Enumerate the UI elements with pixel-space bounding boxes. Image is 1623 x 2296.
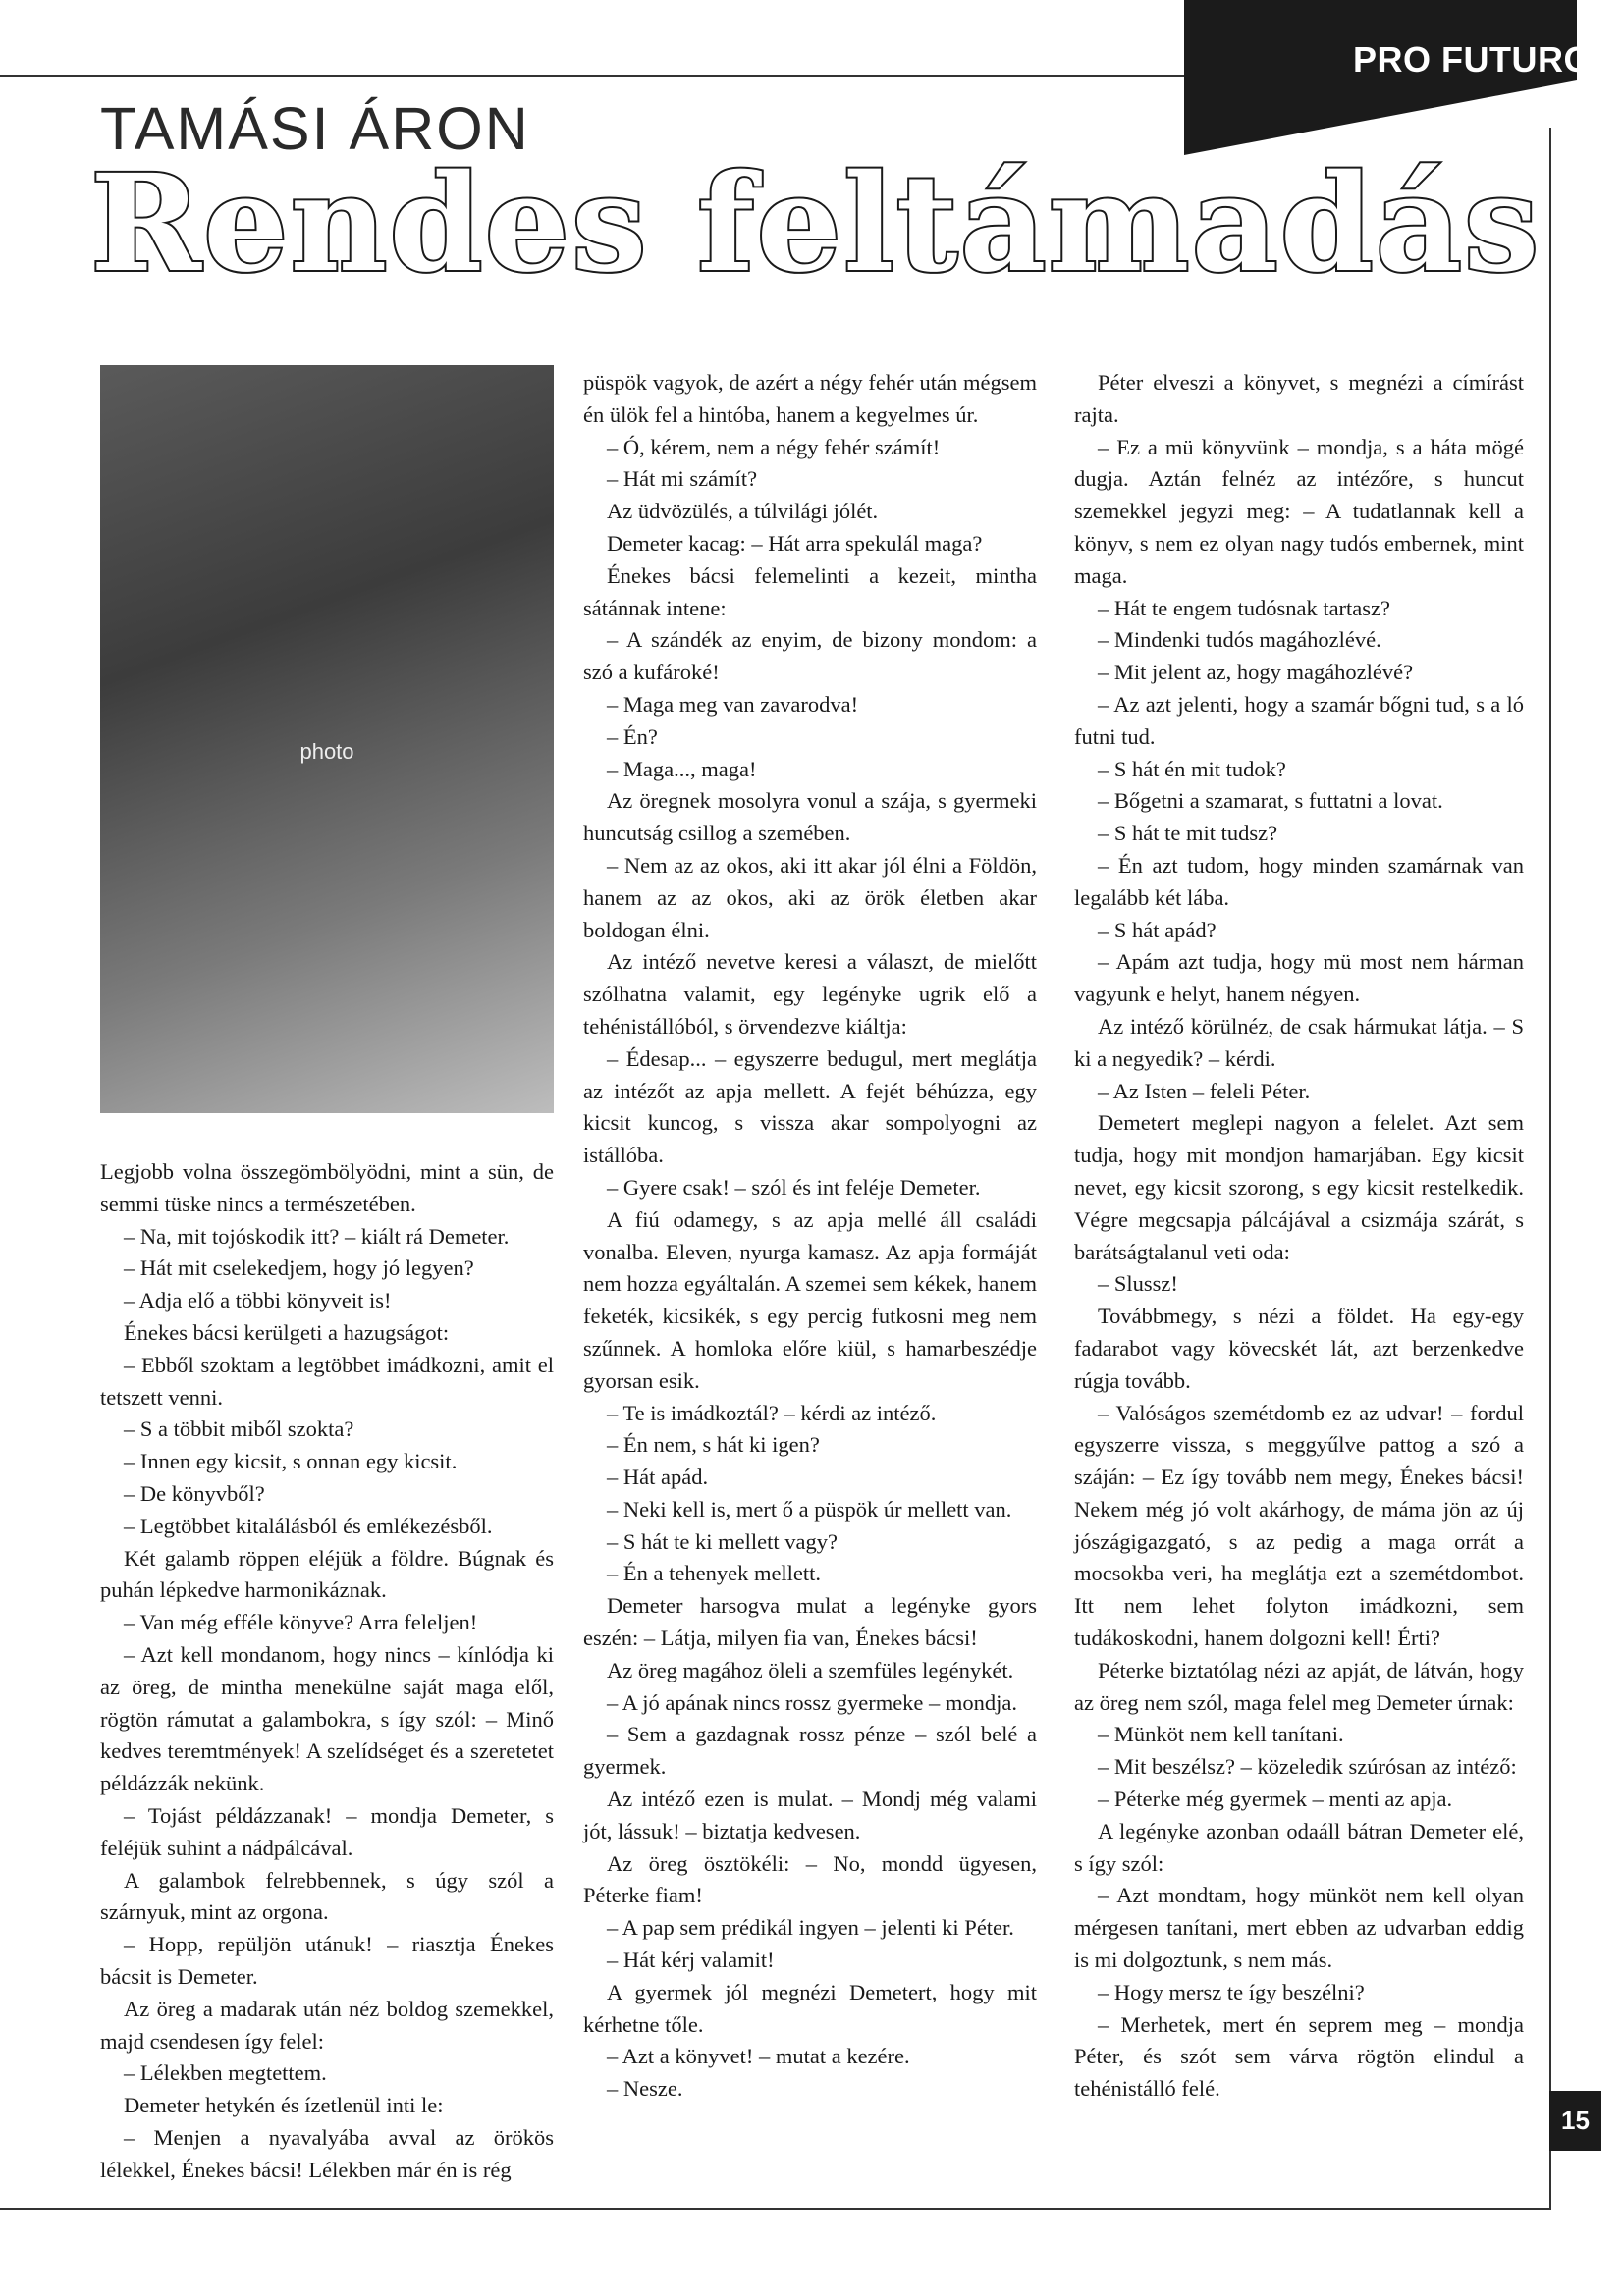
section-label: PRO FUTURO <box>1353 39 1592 80</box>
paragraph: – Édesap... – egyszerre bedugul, mert meglátja az intézőt az apja mellett. A fejét béhúzza, egy kicsit kuncog, s vissza akar sompolyogni az istállóba. <box>583 1045 1037 1168</box>
paragraph: Péter elveszi a könyvet, s megnézi a címírást rajta. <box>1074 370 1524 427</box>
paragraph: – Nem az az okos, aki itt akar jól élni a Földön, hanem az az okos, aki az örök életben akar boldogan élni. <box>583 852 1037 942</box>
paragraph: – Hogy mersz te így beszélni? <box>1098 1979 1365 2004</box>
paragraph: Legjobb volna összegömbölyödni, mint a sün, de semmi tüske nincs a természetében. <box>100 1159 554 1216</box>
paragraph: – Hát kérj valamit! <box>607 1948 775 1973</box>
paragraph: Az üdvözülés, a túlvilági jólét. <box>607 499 879 524</box>
paragraph: – Gyere csak! – szól és int feléje Demeter. <box>607 1174 981 1200</box>
paragraph: Énekes bácsi felemelinti a kezeit, mintha sátánnak intene: <box>583 562 1037 620</box>
paragraph: – S hát te mit tudsz? <box>1098 821 1278 846</box>
paragraph: – Maga..., maga! <box>607 756 757 781</box>
paragraph: – Mindenki tudós magáhozlévé. <box>1098 627 1381 653</box>
paragraph: – Slussz! <box>1098 1271 1178 1297</box>
paragraph: – Te is imádkoztál? – kérdi az intéző. <box>607 1400 937 1425</box>
paragraph: – Valóságos szemétdomb ez az udvar! – fordul egyszerre vissza, s meggyűlve pattog a szó a száján: – Ez így tovább nem megy, Énekes bácsi! Nekem még jó volt akárhogy, de máma jön az új jószágigazgató, s az pedig a maga orrát a mocsokba veri, ha meglátja ezt a szemétdombot. Itt nem lehet folyton imádkozni, sem tudákoskodni, hanem dolgozni kell! Érti? <box>1074 1400 1524 1651</box>
paragraph: – Hát mit cselekedjem, hogy jó legyen? <box>124 1255 474 1281</box>
paragraph: – Bőgetni a szamarat, s futtatni a lovat. <box>1098 788 1443 814</box>
paragraph: Énekes bácsi kerülgeti a hazugságot: <box>124 1319 450 1345</box>
paragraph: – Ebből szoktam a legtöbbet imádkozni, amit el tetszett venni. <box>100 1352 554 1410</box>
page-number: 15 <box>1549 2091 1601 2151</box>
author-name: TAMÁSI ÁRON <box>100 95 530 162</box>
paragraph: – S hát te ki mellett vagy? <box>607 1528 838 1554</box>
paragraph: – Maga meg van zavarodva! <box>607 691 859 717</box>
paragraph: – Sem a gazdagnak rossz pénze – szól belé a gyermek. <box>583 1722 1037 1780</box>
paragraph: – Én nem, s hát ki igen? <box>607 1432 820 1458</box>
paragraph: A legényke azonban odaáll bátran Demeter elé, s így szól: <box>1074 1818 1524 1876</box>
paragraph: – Lélekben megtettem. <box>124 2060 327 2086</box>
paragraph: Az intéző ezen is mulat. – Mondj még valami jót, lássuk! – biztatja kedvesen. <box>583 1787 1037 1843</box>
paragraph: Továbbmegy, s nézi a földet. Ha egy-egy fadarabot vagy kövecskét lát, azt berzenkedve rúgja tovább. <box>1074 1304 1524 1393</box>
paragraph: – Münköt nem kell tanítani. <box>1098 1722 1344 1747</box>
paragraph: – Ez a mü könyvünk – mondja, s a háta mögé dugja. Aztán felnéz az intézőre, s huncut szemekkel jegyzi meg: – A tudatlannak kell a könyv, s nem ez olyan nagy tudós embernek, mint maga. <box>1074 434 1524 588</box>
paragraph: – Péterke még gyermek – menti az apja. <box>1098 1787 1453 1812</box>
paragraph: – Azt a könyvet! – mutat a kezére. <box>607 2044 910 2069</box>
paragraph: – Ó, kérem, nem a négy fehér számít! <box>607 434 941 459</box>
paragraph: – Na, mit tojóskodik itt? – kiált rá Demeter. <box>124 1223 510 1249</box>
paragraph: – Apám azt tudja, hogy mü most nem hárman vagyunk e helyt, hanem négyen. <box>1074 949 1524 1007</box>
paragraph: – Azt kell mondanom, hogy nincs – kínlódja ki az öreg, de mintha menekülne saját maga elől, rögtön rámutat a galambokra, s így szól: – Minő kedves teremtmények! A szelídséget és a szeretetet példázzák nekünk. <box>100 1641 554 1796</box>
paragraph: – Van még efféle könyve? Arra feleljen! <box>124 1610 478 1635</box>
paragraph: Demeter kacag: – Hát arra spekulál maga? <box>607 530 983 556</box>
paragraph: – Tojást példázzanak! – mondja Demeter, s feléjük suhint a nádpálcával. <box>100 1802 554 1860</box>
paragraph: Az öreg a madarak után néz boldog szemekkel, majd csendesen így felel: <box>100 1996 554 2054</box>
paragraph: Két galamb röppen eléjük a földre. Búgnak és puhán lépkedve harmonikáznak. <box>100 1545 554 1603</box>
paragraph: – A szándék az enyim, de bizony mondom: a szó a kufároké! <box>583 627 1037 685</box>
paragraph: – Mit beszélsz? – közeledik szúrósan az intéző: <box>1098 1754 1517 1780</box>
paragraph: A fiú odamegy, s az apja mellé áll családi vonalba. Eleven, nyurga kamasz. Az apja formáját nem hozza egyáltalán. A szemei sem kékek, hanem feketék, kicsikék, s egy percig futkosni meg nem szűnnek. A homloka előre kiül, s hamarbeszédje gyorsan esik. <box>583 1206 1037 1393</box>
column-2 <box>583 367 1037 2106</box>
paragraph: Az öreg magához öleli a szemfüles legénykét. <box>607 1657 1014 1682</box>
paragraph: – A pap sem prédikál ingyen – jelenti ki Péter. <box>607 1915 1014 1941</box>
article-title: Rendes feltámadás <box>90 145 1542 302</box>
column-3 <box>1074 367 1524 2106</box>
paragraph: – S a többit miből szokta? <box>124 1416 354 1442</box>
paragraph: – S hát én mit tudok? <box>1098 756 1286 781</box>
author-photo <box>100 365 554 1113</box>
paragraph: – Adja elő a többi könyveit is! <box>124 1288 392 1313</box>
paragraph: Demetert meglepi nagyon a felelet. Azt sem tudja, hogy mit mondjon hamarjában. Egy kicsit nevet, egy kicsit szorong, s egy kicsit restelkedik. Végre megcsapja pálcájával a csizmája szárát, s barátságtalanul veti oda: <box>1074 1110 1524 1264</box>
paragraph: – De könyvből? <box>124 1480 265 1506</box>
paragraph: – Az Isten – feleli Péter. <box>1098 1078 1311 1103</box>
paragraph: – A jó apának nincs rossz gyermeke – mondja. <box>607 1689 1018 1715</box>
paragraph: Az intéző körülnéz, de csak hármukat látja. – S ki a negyedik? – kérdi. <box>1074 1013 1524 1071</box>
top-rule <box>0 75 1188 77</box>
bottom-rule <box>0 2208 1551 2210</box>
paragraph: püspök vagyok, de azért a négy fehér után mégsem én ülök fel a hintóba, hanem a kegyelmes úr. <box>583 370 1037 427</box>
paragraph: Demeter hetykén és ízetlenül inti le: <box>124 2093 444 2118</box>
paragraph: – Az azt jelenti, hogy a szamár bőgni tud, s a ló futni tud. <box>1074 691 1524 749</box>
paragraph: – Merhetek, mert én seprem meg – mondja Péter, és szót sem várva rögtön elindul a tehénistálló felé. <box>1074 2011 1524 2102</box>
photo-placeholder-label: photo <box>299 739 354 764</box>
paragraph: Péterke biztatólag nézi az apját, de látván, hogy az öreg nem szól, maga felel meg Demeter úrnak: <box>1074 1657 1524 1715</box>
paragraph: – Azt mondtam, hogy münköt nem kell olyan mérgesen tanítani, mert ebben az udvarban eddig is mi dolgoztunk, s nem más. <box>1074 1883 1524 1973</box>
paragraph: A gyermek jól megnézi Demetert, hogy mit kérhetne tőle. <box>583 1979 1037 2037</box>
paragraph: – Nesze. <box>607 2076 683 2102</box>
paragraph: Az öregnek mosolyra vonul a szája, s gyermeki huncutság csillog a szemében. <box>583 788 1037 846</box>
paragraph: – Én a tehenyek mellett. <box>607 1561 822 1586</box>
paragraph: – Legtöbbet kitalálásból és emlékezésből. <box>124 1513 493 1538</box>
paragraph: Az öreg ösztökéli: – No, mondd ügyesen, Péterke fiam! <box>583 1850 1037 1908</box>
paragraph: – Én? <box>607 723 658 749</box>
paragraph: – Hopp, repüljön utánuk! – riasztja Énekes bácsit is Demeter. <box>100 1932 554 1989</box>
paragraph: – Hát mi számít? <box>607 466 758 492</box>
right-rule <box>1549 128 1551 2210</box>
column-1 <box>100 1156 554 2187</box>
paragraph: Demeter harsogva mulat a legényke gyors eszén: – Látja, milyen fia van, Énekes bácsi! <box>583 1593 1037 1651</box>
paragraph: – Hát apád. <box>607 1465 709 1490</box>
paragraph: Az intéző nevetve keresi a választ, de mielőtt szólhatna valamit, egy legényke ugrik elő a tehénistállóból, s örvendezve kiáltja: <box>583 949 1037 1039</box>
paragraph: – Menjen a nyavalyába avval az örökös lélekkel, Énekes bácsi! Lélekben már én is rég <box>100 2124 554 2182</box>
paragraph: – Hát te engem tudósnak tartasz? <box>1098 595 1391 620</box>
paragraph: A galambok felrebbennek, s úgy szól a szárnyuk, mint az orgona. <box>100 1867 554 1925</box>
paragraph: – Én azt tudom, hogy minden szamárnak van legalább két lába. <box>1074 852 1524 910</box>
paragraph: – S hát apád? <box>1098 917 1217 942</box>
paragraph: – Neki kell is, mert ő a püspök úr mellett van. <box>607 1496 1012 1522</box>
paragraph: – Innen egy kicsit, s onnan egy kicsit. <box>124 1449 458 1474</box>
paragraph: – Mit jelent az, hogy magáhozlévé? <box>1098 660 1414 685</box>
